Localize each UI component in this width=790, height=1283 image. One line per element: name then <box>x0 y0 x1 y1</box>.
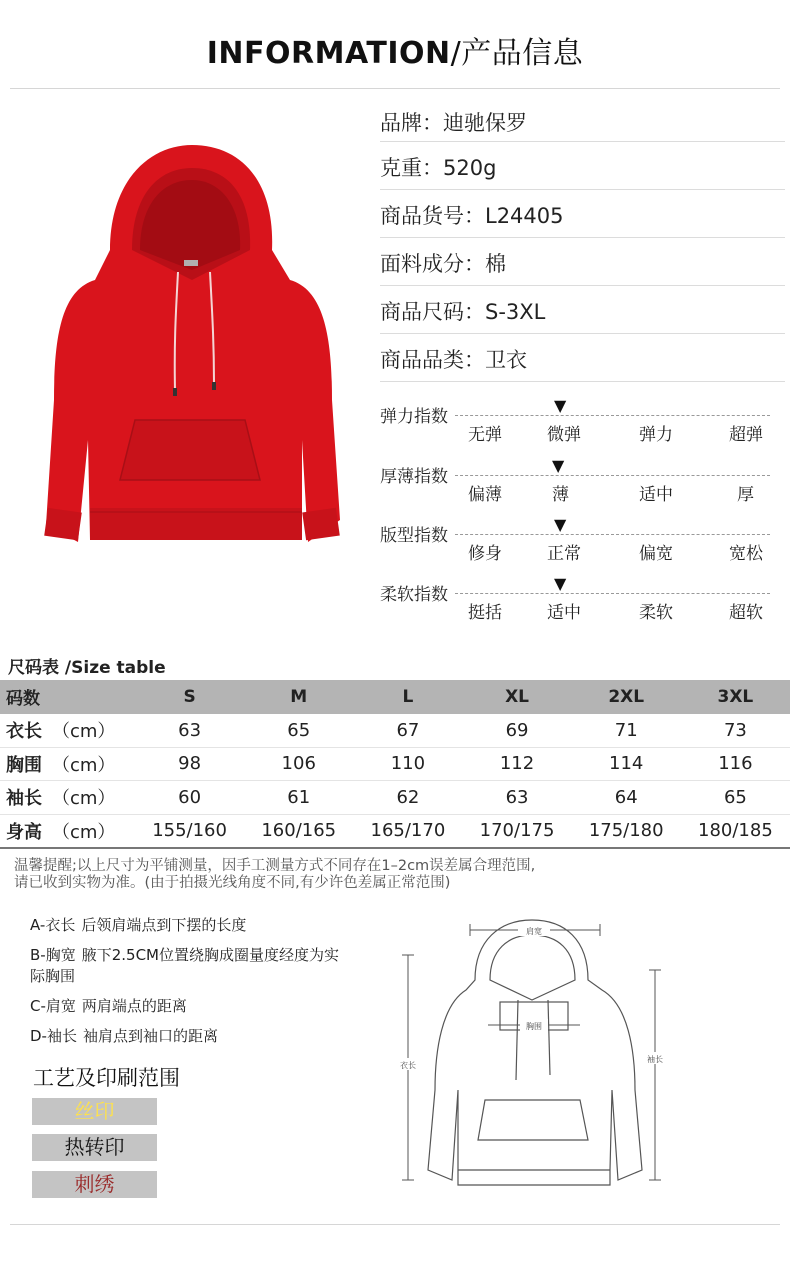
shoulder-label: 肩宽 <box>526 927 542 936</box>
header-cell: L <box>353 680 462 714</box>
index-option: 无弹 <box>468 425 502 445</box>
row-name: 胸围 <box>6 754 42 776</box>
index-option: 厚 <box>737 485 754 505</box>
row-unit: （cm） <box>52 754 116 776</box>
definition-desc: 袖肩点到袖口的距离 <box>82 1027 218 1045</box>
product-info-list <box>380 100 785 382</box>
measurement-definitions <box>30 915 350 1056</box>
table-cell: 98 <box>135 747 244 781</box>
chest-label: 胸围 <box>526 1022 542 1031</box>
thickness-index <box>380 456 780 512</box>
row-unit: （cm） <box>52 721 116 742</box>
table-cell: 175/180 <box>572 814 681 848</box>
definition-key: B-胸宽 <box>30 946 76 964</box>
selected-arrow-icon: ▼ <box>554 515 567 534</box>
table-cell: 71 <box>572 714 681 748</box>
index-option: 超弹 <box>729 425 763 445</box>
top-divider <box>10 88 780 89</box>
bottom-divider <box>10 1224 780 1225</box>
row-label <box>0 747 135 781</box>
table-cell: 110 <box>353 747 462 781</box>
definition-item <box>30 1026 350 1047</box>
index-option: 正常 <box>547 544 581 564</box>
info-sizes: 商品尺码：S-3XL <box>380 286 785 334</box>
index-option: 宽松 <box>729 544 763 564</box>
tip-line: 请已收到实物为准。(由于拍摄光线角度不同,有少许色差属正常范围) <box>14 875 451 891</box>
definition-key: A-衣长 <box>30 916 76 934</box>
index-label: 弹力指数 <box>380 407 448 427</box>
table-cell: 155/160 <box>135 814 244 848</box>
selected-arrow-icon: ▼ <box>554 396 567 415</box>
index-option: 微弹 <box>547 425 581 445</box>
index-option: 修身 <box>468 544 502 564</box>
size-table-title: 尺码表 /Size table <box>8 658 166 678</box>
page-title <box>0 28 790 72</box>
row-label <box>0 814 135 848</box>
table-cell: 61 <box>244 781 353 815</box>
info-weight: 克重：520g <box>380 142 785 190</box>
index-option: 弹力 <box>639 425 673 445</box>
index-option: 超软 <box>729 603 763 623</box>
table-row <box>0 747 790 781</box>
header-cell: M <box>244 680 353 714</box>
index-line <box>455 475 770 476</box>
size-table-header <box>0 680 790 714</box>
table-cell: 69 <box>462 714 571 748</box>
index-option: 薄 <box>552 485 569 505</box>
row-name: 身高 <box>6 821 42 843</box>
info-sku: 商品货号：L24405 <box>380 190 785 238</box>
index-line <box>455 593 770 594</box>
info-category: 商品品类：卫衣 <box>380 334 785 382</box>
index-option: 适中 <box>547 603 581 623</box>
craft-heat-transfer: 热转印 <box>32 1134 157 1161</box>
table-cell: 67 <box>353 714 462 748</box>
selected-arrow-icon: ▼ <box>552 456 565 475</box>
row-label <box>0 781 135 815</box>
definition-key: D-袖长 <box>30 1027 77 1045</box>
header-cell: 2XL <box>572 680 681 714</box>
index-label: 柔软指数 <box>380 585 448 605</box>
table-row <box>0 781 790 815</box>
hoodie-measurement-diagram <box>380 910 680 1200</box>
definition-item <box>30 915 350 936</box>
craft-silk-screen: 丝印 <box>32 1098 157 1125</box>
definition-desc: 腋下2.5CM位置绕胸成圈量度经度为实际胸围 <box>30 946 339 985</box>
definition-item <box>30 996 350 1017</box>
table-cell: 114 <box>572 747 681 781</box>
header-cell: 码数 <box>0 680 135 714</box>
fit-index <box>380 515 780 571</box>
definition-item <box>30 945 350 987</box>
table-cell: 65 <box>244 714 353 748</box>
index-option: 偏宽 <box>639 544 673 564</box>
header-cell: 3XL <box>681 680 790 714</box>
table-cell: 63 <box>135 714 244 748</box>
definition-key: C-肩宽 <box>30 997 76 1015</box>
table-cell: 180/185 <box>681 814 790 848</box>
definition-desc: 两肩端点的距离 <box>81 997 187 1015</box>
measurement-tip <box>14 858 654 892</box>
index-label: 厚薄指数 <box>380 467 448 487</box>
header-cell: XL <box>462 680 571 714</box>
table-cell: 165/170 <box>353 814 462 848</box>
info-brand: 品牌：迪驰保罗 <box>380 100 785 142</box>
header-cell: S <box>135 680 244 714</box>
table-cell: 170/175 <box>462 814 571 848</box>
info-material: 面料成分：棉 <box>380 238 785 286</box>
table-cell: 73 <box>681 714 790 748</box>
red-hoodie-image <box>40 140 345 550</box>
table-cell: 112 <box>462 747 571 781</box>
table-row <box>0 814 790 848</box>
craft-title: 工艺及印刷范围 <box>33 1066 180 1090</box>
elasticity-index <box>380 396 780 452</box>
softness-index <box>380 574 780 630</box>
table-cell: 160/165 <box>244 814 353 848</box>
row-name: 衣长 <box>6 721 42 742</box>
length-label: 衣长 <box>400 1061 416 1070</box>
tip-line: 温馨提醒;以上尺寸为平铺测量，因手工测量方式不同存在1–2cm误差属合理范围, <box>14 858 536 874</box>
index-line <box>455 534 770 535</box>
sleeve-label: 袖长 <box>647 1055 663 1064</box>
craft-embroidery: 刺绣 <box>32 1171 157 1198</box>
index-option: 适中 <box>639 485 673 505</box>
index-line <box>455 415 770 416</box>
title-cn: /产品信息 <box>450 36 584 71</box>
row-name: 袖长 <box>6 788 42 810</box>
table-cell: 106 <box>244 747 353 781</box>
index-option: 偏薄 <box>468 485 502 505</box>
table-cell: 65 <box>681 781 790 815</box>
selected-arrow-icon: ▼ <box>554 574 567 593</box>
index-option: 柔软 <box>639 603 673 623</box>
row-unit: （cm） <box>52 788 116 810</box>
row-label <box>0 714 135 748</box>
table-cell: 60 <box>135 781 244 815</box>
title-en: INFORMATION <box>206 36 451 71</box>
table-cell: 62 <box>353 781 462 815</box>
row-unit: （cm） <box>52 821 116 843</box>
table-row <box>0 714 790 748</box>
definition-desc: 后领肩端点到下摆的长度 <box>81 916 247 934</box>
table-cell: 116 <box>681 747 790 781</box>
index-option: 挺括 <box>468 603 502 623</box>
index-label: 版型指数 <box>380 526 448 546</box>
table-cell: 64 <box>572 781 681 815</box>
size-table <box>0 680 790 849</box>
table-cell: 63 <box>462 781 571 815</box>
